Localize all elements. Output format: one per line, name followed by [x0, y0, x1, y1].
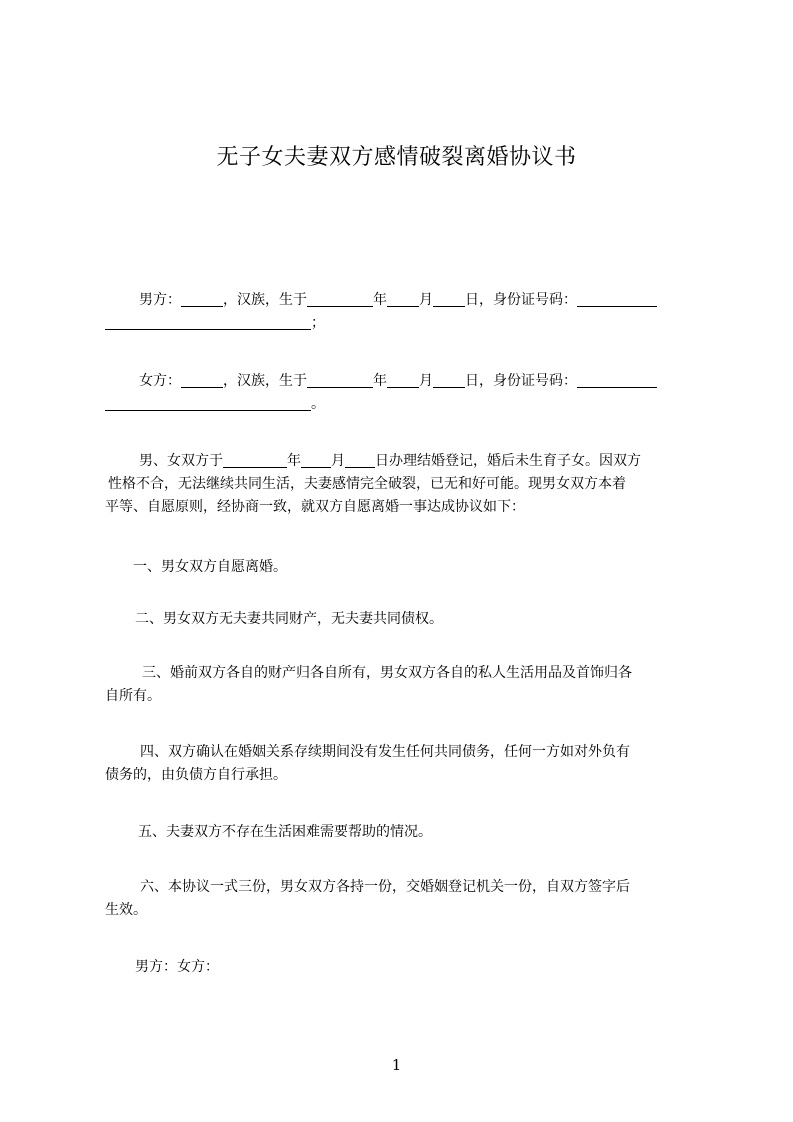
clause-1-text: 一、男女双方自愿离婚。: [133, 559, 287, 575]
clause-2: [105, 608, 703, 631]
preamble-line-2: 性格不合，无法继续共同生活，夫妻感情完全破裂，已无和好可能。现男女双方本着: [108, 476, 626, 492]
male-party-label: 男方：: [139, 292, 181, 308]
document-title: 无子女夫妻双方感情破裂离婚协议书: [216, 145, 577, 170]
male-ethnicity-text: ，汉族，生于: [223, 292, 307, 308]
clause-2-text: 二、男女双方无夫妻共同财产，无夫妻共同债权。: [135, 611, 443, 627]
female-ethnicity-text: ，汉族，生于: [223, 373, 307, 389]
clause-5: [105, 821, 703, 844]
page-number: 1: [391, 1056, 402, 1074]
male-party-end: ；: [311, 315, 325, 331]
marriage-year-blank: [223, 451, 287, 468]
clause-3-line-1: 三、婚前双方各自的财产归各自所有，男女双方各自的私人生活用品及首饰归各: [142, 665, 632, 681]
clause-5-text: 五、夫妻双方不存在生活困难需要帮助的情况。: [138, 824, 432, 840]
female-birth-day-blank: [433, 371, 465, 388]
male-id-blank-1: [577, 290, 657, 307]
female-id-label: 日，身份证号码：: [465, 373, 577, 389]
signature-section: [105, 956, 703, 979]
female-party-info: [105, 370, 703, 416]
female-year-label: 年: [373, 373, 387, 389]
female-month-label: 月: [419, 373, 433, 389]
clause-4: [105, 741, 703, 787]
clause-3-line-2: 自所有。: [105, 688, 161, 704]
clause-3: [105, 662, 703, 708]
male-birth-month-blank: [387, 290, 419, 307]
female-signature-label: 女方：: [177, 959, 219, 975]
male-party-line-2: [105, 312, 703, 335]
clause-1: [105, 556, 703, 579]
clause-4-line-1: 四、双方确认在婚姻关系存续期间没有发生任何共同债务，任何一方如对外负有: [140, 744, 630, 760]
male-name-blank: [181, 290, 223, 307]
marriage-year-label: 年: [287, 453, 301, 469]
clause-6: [105, 876, 703, 922]
female-name-blank: [181, 371, 223, 388]
marriage-month-label: 月: [331, 453, 345, 469]
preamble-line-3: 平等、自愿原则，经协商一致，就双方自愿离婚一事达成协议如下：: [105, 499, 525, 515]
preamble-lead: 男、女双方于: [139, 453, 223, 469]
male-party-line-1: [105, 289, 703, 312]
female-party-line-1: [105, 370, 703, 393]
female-party-label: 女方：: [139, 373, 181, 389]
signature-line: [105, 956, 703, 979]
clause-4-line-2: 债务的，由负债方自行承担。: [105, 767, 287, 783]
male-id-label: 日，身份证号码：: [465, 292, 577, 308]
male-birth-day-blank: [433, 290, 465, 307]
marriage-day-blank: [345, 451, 375, 468]
male-signature-label: 男方：: [135, 959, 177, 975]
female-party-line-2: [105, 393, 703, 416]
male-party-info: [105, 289, 703, 335]
male-month-label: 月: [419, 292, 433, 308]
preamble-paragraph: [105, 450, 703, 519]
male-id-blank-2: [105, 313, 311, 330]
female-birth-month-blank: [387, 371, 419, 388]
clause-6-line-2: 生效。: [105, 902, 147, 918]
clause-6-line-1: 六、本协议一式三份，男女双方各持一份，交婚姻登记机关一份，自双方签字后: [140, 879, 630, 895]
male-year-label: 年: [373, 292, 387, 308]
female-id-blank-1: [577, 371, 657, 388]
female-party-end: 。: [311, 396, 325, 412]
female-id-blank-2: [105, 394, 311, 411]
male-birth-year-blank: [307, 290, 373, 307]
female-birth-year-blank: [307, 371, 373, 388]
preamble-line-1-rest: 日办理结婚登记，婚后未生育子女。因双方: [375, 453, 641, 469]
marriage-month-blank: [301, 451, 331, 468]
preamble-line-1: [105, 450, 703, 473]
